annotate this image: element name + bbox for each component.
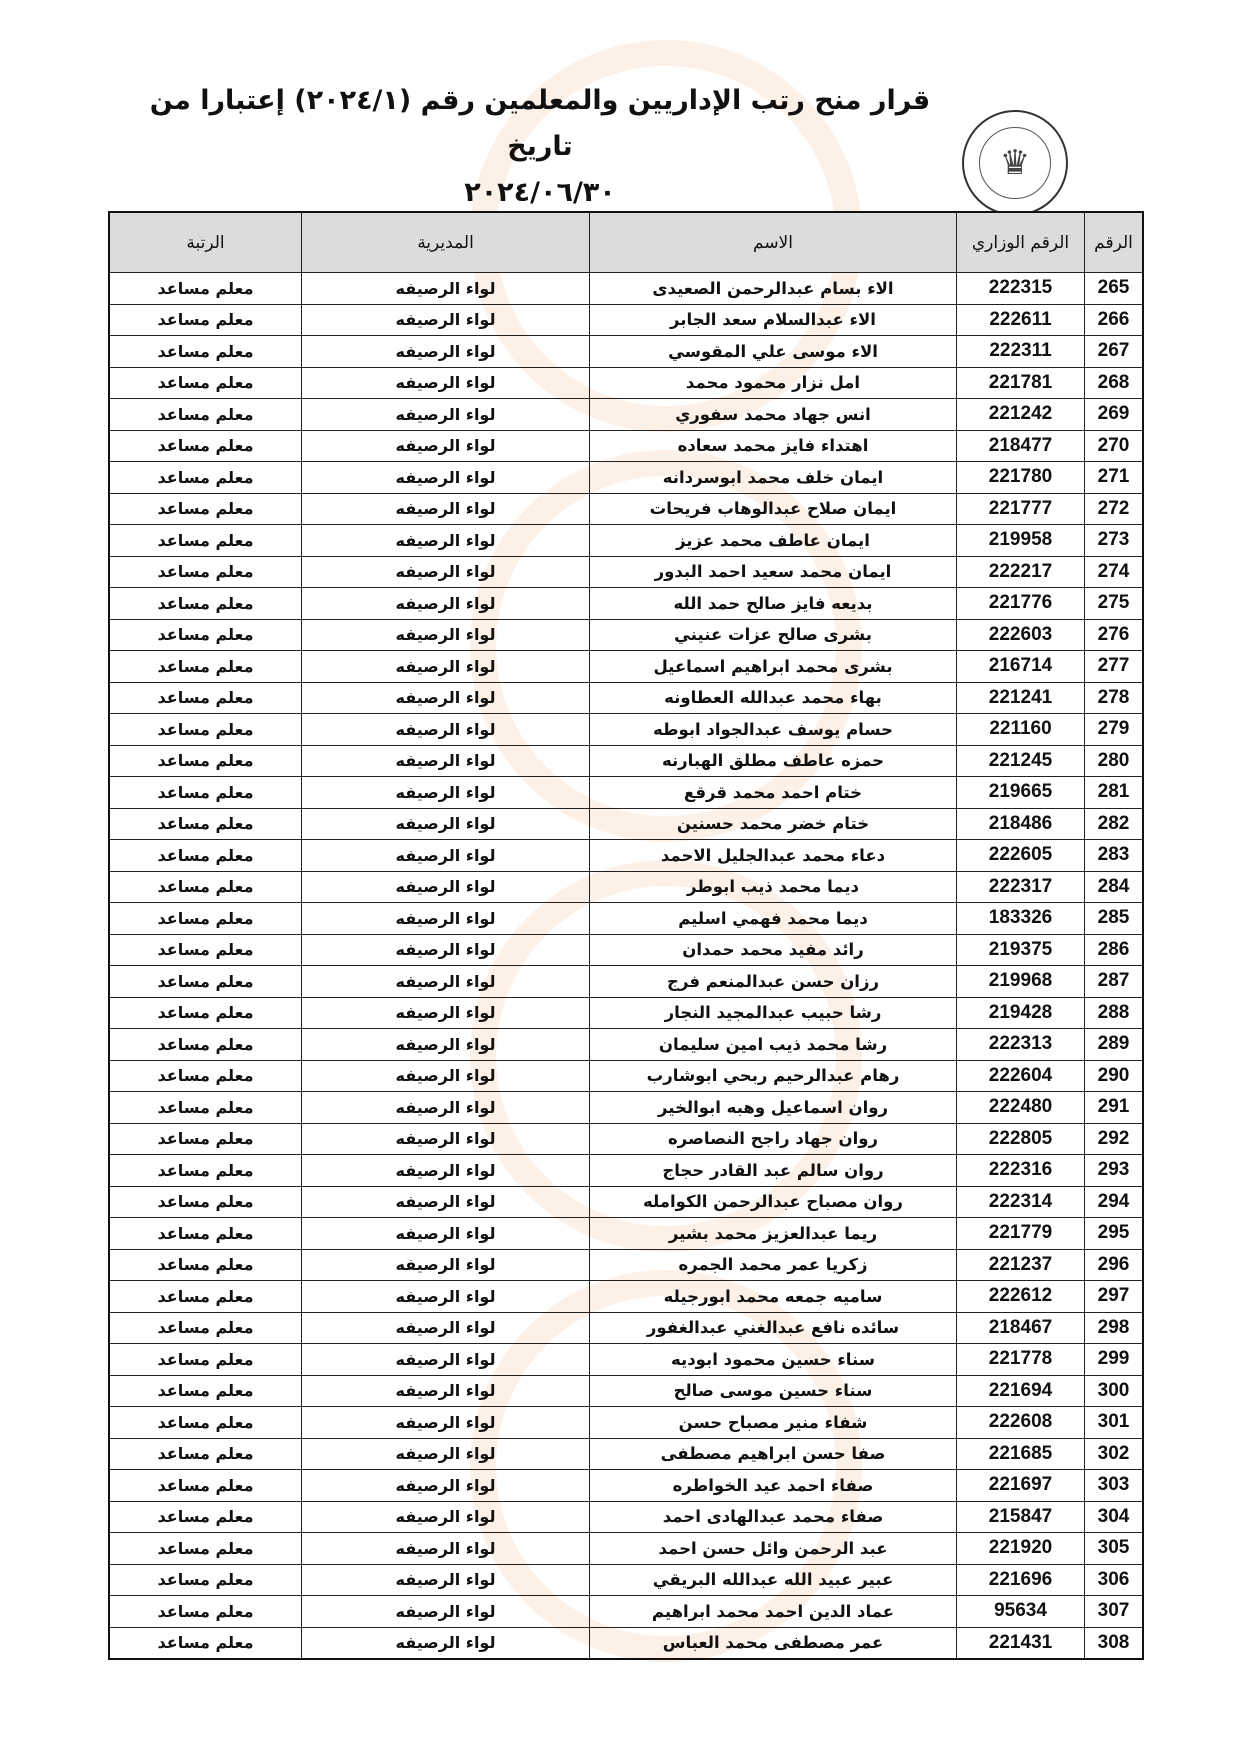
crown-emblem-icon: ♛	[979, 127, 1051, 199]
table-row	[109, 682, 1143, 714]
table-row	[109, 304, 1143, 336]
cell-directorate: لواء الرصيفه	[302, 934, 590, 966]
cell-directorate: لواء الرصيفه	[302, 1281, 590, 1313]
cell-serial: 267	[1085, 336, 1144, 368]
cell-ministry-number: 221778	[957, 1344, 1085, 1376]
col-header-rank: الرتبة	[109, 212, 302, 273]
cell-name: ديما محمد فهمي اسليم	[590, 903, 957, 935]
table-row	[109, 1596, 1143, 1628]
cell-name: انس جهاد محمد سفوري	[590, 399, 957, 431]
cell-serial: 275	[1085, 588, 1144, 620]
cell-directorate: لواء الرصيفه	[302, 777, 590, 809]
cell-directorate: لواء الرصيفه	[302, 1564, 590, 1596]
table-row	[109, 462, 1143, 494]
cell-serial: 283	[1085, 840, 1144, 872]
cell-ministry-number: 221237	[957, 1249, 1085, 1281]
cell-rank: معلم مساعد	[109, 871, 302, 903]
table-row	[109, 1312, 1143, 1344]
cell-name: بشرى محمد ابراهيم اسماعيل	[590, 651, 957, 683]
cell-directorate: لواء الرصيفه	[302, 588, 590, 620]
cell-directorate: لواء الرصيفه	[302, 840, 590, 872]
title-date: ٢٠٢٤/٠٦/٣٠	[464, 177, 616, 208]
table-row	[109, 525, 1143, 557]
table-row	[109, 1501, 1143, 1533]
cell-ministry-number: 222611	[957, 304, 1085, 336]
cell-rank: معلم مساعد	[109, 651, 302, 683]
table-row	[109, 966, 1143, 998]
cell-name: ختام احمد محمد قرقع	[590, 777, 957, 809]
cell-serial: 286	[1085, 934, 1144, 966]
cell-ministry-number: 222311	[957, 336, 1085, 368]
cell-ministry-number: 222317	[957, 871, 1085, 903]
col-header-directorate: المديرية	[302, 212, 590, 273]
cell-name: سناء حسين موسى صالح	[590, 1375, 957, 1407]
cell-rank: معلم مساعد	[109, 493, 302, 525]
cell-ministry-number: 219968	[957, 966, 1085, 998]
table-row	[109, 1249, 1143, 1281]
cell-serial: 276	[1085, 619, 1144, 651]
cell-rank: معلم مساعد	[109, 714, 302, 746]
table-row	[109, 1186, 1143, 1218]
cell-rank: معلم مساعد	[109, 1029, 302, 1061]
cell-serial: 274	[1085, 556, 1144, 588]
cell-rank: معلم مساعد	[109, 462, 302, 494]
cell-name: شفاء منير مصباح حسن	[590, 1407, 957, 1439]
cell-ministry-number: 221242	[957, 399, 1085, 431]
cell-serial: 281	[1085, 777, 1144, 809]
cell-rank: معلم مساعد	[109, 1627, 302, 1659]
cell-serial: 294	[1085, 1186, 1144, 1218]
cell-ministry-number: 221696	[957, 1564, 1085, 1596]
cell-rank: معلم مساعد	[109, 1470, 302, 1502]
cell-ministry-number: 222314	[957, 1186, 1085, 1218]
cell-serial: 304	[1085, 1501, 1144, 1533]
cell-rank: معلم مساعد	[109, 367, 302, 399]
table-row	[109, 588, 1143, 620]
cell-name: دعاء محمد عبدالجليل الاحمد	[590, 840, 957, 872]
cell-rank: معلم مساعد	[109, 840, 302, 872]
cell-directorate: لواء الرصيفه	[302, 1249, 590, 1281]
table-row	[109, 1564, 1143, 1596]
cell-rank: معلم مساعد	[109, 1564, 302, 1596]
cell-directorate: لواء الرصيفه	[302, 399, 590, 431]
cell-serial: 266	[1085, 304, 1144, 336]
cell-directorate: لواء الرصيفه	[302, 1344, 590, 1376]
cell-rank: معلم مساعد	[109, 997, 302, 1029]
cell-serial: 300	[1085, 1375, 1144, 1407]
cell-name: زكريا عمر محمد الجمره	[590, 1249, 957, 1281]
cell-rank: معلم مساعد	[109, 556, 302, 588]
cell-directorate: لواء الرصيفه	[302, 1438, 590, 1470]
cell-name: صفاء محمد عبدالهادى احمد	[590, 1501, 957, 1533]
table-row	[109, 651, 1143, 683]
table-row	[109, 1407, 1143, 1439]
table-row	[109, 903, 1143, 935]
cell-rank: معلم مساعد	[109, 1344, 302, 1376]
cell-directorate: لواء الرصيفه	[302, 1470, 590, 1502]
cell-name: رزان حسن عبدالمنعم فرج	[590, 966, 957, 998]
table-row	[109, 1218, 1143, 1250]
cell-rank: معلم مساعد	[109, 430, 302, 462]
cell-serial: 306	[1085, 1564, 1144, 1596]
cell-ministry-number: 221245	[957, 745, 1085, 777]
table-row	[109, 1092, 1143, 1124]
cell-rank: معلم مساعد	[109, 525, 302, 557]
cell-directorate: لواء الرصيفه	[302, 682, 590, 714]
cell-serial: 307	[1085, 1596, 1144, 1628]
cell-name: روان جهاد راجح النصاصره	[590, 1123, 957, 1155]
cell-directorate: لواء الرصيفه	[302, 1501, 590, 1533]
cell-directorate: لواء الرصيفه	[302, 556, 590, 588]
cell-rank: معلم مساعد	[109, 1501, 302, 1533]
cell-directorate: لواء الرصيفه	[302, 1312, 590, 1344]
cell-rank: معلم مساعد	[109, 1092, 302, 1124]
cell-name: ريما عبدالعزيز محمد بشير	[590, 1218, 957, 1250]
cell-name: سناء حسين محمود ابوديه	[590, 1344, 957, 1376]
table-header-row	[109, 212, 1143, 273]
table-row	[109, 399, 1143, 431]
cell-name: صفا حسن ابراهيم مصطفى	[590, 1438, 957, 1470]
cell-directorate: لواء الرصيفه	[302, 1627, 590, 1659]
cell-serial: 303	[1085, 1470, 1144, 1502]
table-row	[109, 871, 1143, 903]
cell-serial: 291	[1085, 1092, 1144, 1124]
table-row	[109, 840, 1143, 872]
cell-ministry-number: 222608	[957, 1407, 1085, 1439]
cell-ministry-number: 219665	[957, 777, 1085, 809]
table-row	[109, 336, 1143, 368]
cell-ministry-number: 183326	[957, 903, 1085, 935]
cell-rank: معلم مساعد	[109, 304, 302, 336]
table-row	[109, 1627, 1143, 1659]
cell-directorate: لواء الرصيفه	[302, 1596, 590, 1628]
table-row	[109, 1375, 1143, 1407]
cell-name: ايمان خلف محمد ابوسردانه	[590, 462, 957, 494]
table-row	[109, 1533, 1143, 1565]
cell-name: عبد الرحمن وائل حسن احمد	[590, 1533, 957, 1565]
cell-ministry-number: 221685	[957, 1438, 1085, 1470]
table-row	[109, 430, 1143, 462]
cell-rank: معلم مساعد	[109, 1281, 302, 1313]
cell-ministry-number: 221920	[957, 1533, 1085, 1565]
cell-ministry-number: 219375	[957, 934, 1085, 966]
cell-rank: معلم مساعد	[109, 273, 302, 305]
cell-directorate: لواء الرصيفه	[302, 1407, 590, 1439]
cell-name: بديعه فايز صالح حمد الله	[590, 588, 957, 620]
cell-name: عماد الدين احمد محمد ابراهيم	[590, 1596, 957, 1628]
cell-name: ديما محمد ذيب ابوطر	[590, 871, 957, 903]
cell-ministry-number: 218467	[957, 1312, 1085, 1344]
cell-ministry-number: 222805	[957, 1123, 1085, 1155]
cell-ministry-number: 221694	[957, 1375, 1085, 1407]
cell-name: ايمان عاطف محمد عزيز	[590, 525, 957, 557]
cell-name: ختام خضر محمد حسنين	[590, 808, 957, 840]
cell-serial: 284	[1085, 871, 1144, 903]
cell-name: الاء موسى علي المقوسي	[590, 336, 957, 368]
cell-serial: 280	[1085, 745, 1144, 777]
cell-directorate: لواء الرصيفه	[302, 714, 590, 746]
table-row	[109, 1155, 1143, 1187]
cell-ministry-number: 95634	[957, 1596, 1085, 1628]
cell-name: امل نزار محمود محمد	[590, 367, 957, 399]
cell-serial: 297	[1085, 1281, 1144, 1313]
cell-serial: 288	[1085, 997, 1144, 1029]
cell-name: روان مصباح عبدالرحمن الكوامله	[590, 1186, 957, 1218]
cell-name: روان سالم عبد القادر حجاج	[590, 1155, 957, 1187]
cell-name: ايمان صلاح عبدالوهاب فريحات	[590, 493, 957, 525]
cell-rank: معلم مساعد	[109, 966, 302, 998]
cell-serial: 271	[1085, 462, 1144, 494]
cell-serial: 272	[1085, 493, 1144, 525]
cell-rank: معلم مساعد	[109, 1060, 302, 1092]
cell-serial: 298	[1085, 1312, 1144, 1344]
cell-directorate: لواء الرصيفه	[302, 367, 590, 399]
cell-serial: 305	[1085, 1533, 1144, 1565]
cell-serial: 268	[1085, 367, 1144, 399]
table-row	[109, 1438, 1143, 1470]
cell-serial: 296	[1085, 1249, 1144, 1281]
cell-name: سائده نافع عبدالغني عبدالغفور	[590, 1312, 957, 1344]
cell-serial: 302	[1085, 1438, 1144, 1470]
cell-directorate: لواء الرصيفه	[302, 1218, 590, 1250]
cell-directorate: لواء الرصيفه	[302, 808, 590, 840]
cell-serial: 273	[1085, 525, 1144, 557]
cell-serial: 279	[1085, 714, 1144, 746]
cell-serial: 285	[1085, 903, 1144, 935]
cell-rank: معلم مساعد	[109, 336, 302, 368]
cell-ministry-number: 215847	[957, 1501, 1085, 1533]
cell-rank: معلم مساعد	[109, 1375, 302, 1407]
cell-rank: معلم مساعد	[109, 1249, 302, 1281]
cell-rank: معلم مساعد	[109, 1218, 302, 1250]
cell-directorate: لواء الرصيفه	[302, 493, 590, 525]
cell-ministry-number: 219958	[957, 525, 1085, 557]
cell-serial: 265	[1085, 273, 1144, 305]
cell-ministry-number: 221781	[957, 367, 1085, 399]
cell-ministry-number: 222605	[957, 840, 1085, 872]
cell-directorate: لواء الرصيفه	[302, 525, 590, 557]
teachers-rank-table	[108, 211, 1144, 1660]
cell-ministry-number: 222313	[957, 1029, 1085, 1061]
cell-name: رائد مفيد محمد حمدان	[590, 934, 957, 966]
cell-directorate: لواء الرصيفه	[302, 1092, 590, 1124]
cell-directorate: لواء الرصيفه	[302, 966, 590, 998]
table-row	[109, 1060, 1143, 1092]
cell-name: اهتداء فايز محمد سعاده	[590, 430, 957, 462]
cell-ministry-number: 222603	[957, 619, 1085, 651]
cell-directorate: لواء الرصيفه	[302, 871, 590, 903]
document-title	[130, 78, 950, 216]
cell-name: الاء عبدالسلام سعد الجابر	[590, 304, 957, 336]
cell-ministry-number: 218486	[957, 808, 1085, 840]
cell-rank: معلم مساعد	[109, 1407, 302, 1439]
cell-name: الاء بسام عبدالرحمن الصعيدى	[590, 273, 957, 305]
cell-rank: معلم مساعد	[109, 1596, 302, 1628]
cell-directorate: لواء الرصيفه	[302, 1533, 590, 1565]
title-line-1: قرار منح رتب الإداريين والمعلمين رقم (٢٠٢٤/١) إعتبارا من تاريخ	[149, 85, 931, 162]
cell-rank: معلم مساعد	[109, 399, 302, 431]
cell-directorate: لواء الرصيفه	[302, 336, 590, 368]
cell-directorate: لواء الرصيفه	[302, 1029, 590, 1061]
cell-rank: معلم مساعد	[109, 777, 302, 809]
table-row	[109, 808, 1143, 840]
cell-directorate: لواء الرصيفه	[302, 651, 590, 683]
cell-directorate: لواء الرصيفه	[302, 1060, 590, 1092]
cell-serial: 295	[1085, 1218, 1144, 1250]
cell-directorate: لواء الرصيفه	[302, 745, 590, 777]
col-header-name: الاسم	[590, 212, 957, 273]
cell-serial: 293	[1085, 1155, 1144, 1187]
cell-rank: معلم مساعد	[109, 588, 302, 620]
table-row	[109, 367, 1143, 399]
cell-name: ايمان محمد سعيد احمد البدور	[590, 556, 957, 588]
cell-name: رشا حبيب عبدالمجيد النجار	[590, 997, 957, 1029]
col-header-serial: الرقم	[1085, 212, 1144, 273]
cell-directorate: لواء الرصيفه	[302, 1375, 590, 1407]
cell-serial: 292	[1085, 1123, 1144, 1155]
cell-rank: معلم مساعد	[109, 934, 302, 966]
cell-ministry-number: 221160	[957, 714, 1085, 746]
cell-directorate: لواء الرصيفه	[302, 273, 590, 305]
cell-rank: معلم مساعد	[109, 745, 302, 777]
cell-rank: معلم مساعد	[109, 1123, 302, 1155]
cell-ministry-number: 222604	[957, 1060, 1085, 1092]
cell-serial: 277	[1085, 651, 1144, 683]
cell-directorate: لواء الرصيفه	[302, 997, 590, 1029]
cell-name: رشا محمد ذيب امين سليمان	[590, 1029, 957, 1061]
ministry-seal-logo	[962, 110, 1068, 216]
cell-ministry-number: 221779	[957, 1218, 1085, 1250]
cell-rank: معلم مساعد	[109, 1186, 302, 1218]
cell-ministry-number: 221777	[957, 493, 1085, 525]
table-row	[109, 1029, 1143, 1061]
table-row	[109, 1344, 1143, 1376]
table-row	[109, 273, 1143, 305]
cell-rank: معلم مساعد	[109, 619, 302, 651]
cell-name: بشرى صالح عزات عنيني	[590, 619, 957, 651]
cell-ministry-number: 222315	[957, 273, 1085, 305]
table-row	[109, 619, 1143, 651]
cell-directorate: لواء الرصيفه	[302, 1123, 590, 1155]
cell-directorate: لواء الرصيفه	[302, 430, 590, 462]
cell-ministry-number: 216714	[957, 651, 1085, 683]
cell-directorate: لواء الرصيفه	[302, 462, 590, 494]
cell-serial: 308	[1085, 1627, 1144, 1659]
table-row	[109, 493, 1143, 525]
cell-directorate: لواء الرصيفه	[302, 304, 590, 336]
cell-name: صفاء احمد عيد الخواطره	[590, 1470, 957, 1502]
table-row	[109, 745, 1143, 777]
table-row	[109, 997, 1143, 1029]
cell-serial: 270	[1085, 430, 1144, 462]
cell-serial: 299	[1085, 1344, 1144, 1376]
cell-rank: معلم مساعد	[109, 1438, 302, 1470]
cell-directorate: لواء الرصيفه	[302, 903, 590, 935]
cell-name: ساميه جمعه محمد ابورجيله	[590, 1281, 957, 1313]
cell-ministry-number: 221431	[957, 1627, 1085, 1659]
cell-serial: 290	[1085, 1060, 1144, 1092]
cell-serial: 278	[1085, 682, 1144, 714]
cell-ministry-number: 221780	[957, 462, 1085, 494]
cell-name: حسام يوسف عبدالجواد ابوطه	[590, 714, 957, 746]
cell-serial: 287	[1085, 966, 1144, 998]
cell-name: رهام عبدالرحيم ربحي ابوشارب	[590, 1060, 957, 1092]
cell-directorate: لواء الرصيفه	[302, 1186, 590, 1218]
cell-rank: معلم مساعد	[109, 808, 302, 840]
cell-ministry-number: 222480	[957, 1092, 1085, 1124]
table-row	[109, 714, 1143, 746]
cell-name: حمزه عاطف مطلق الهبارنه	[590, 745, 957, 777]
cell-name: روان اسماعيل وهبه ابوالخير	[590, 1092, 957, 1124]
table-row	[109, 556, 1143, 588]
cell-rank: معلم مساعد	[109, 1533, 302, 1565]
cell-rank: معلم مساعد	[109, 1155, 302, 1187]
table-row	[109, 1123, 1143, 1155]
cell-ministry-number: 219428	[957, 997, 1085, 1029]
table-row	[109, 934, 1143, 966]
cell-ministry-number: 221776	[957, 588, 1085, 620]
cell-ministry-number: 218477	[957, 430, 1085, 462]
cell-ministry-number: 222612	[957, 1281, 1085, 1313]
table-row	[109, 1281, 1143, 1313]
cell-ministry-number: 221697	[957, 1470, 1085, 1502]
cell-directorate: لواء الرصيفه	[302, 619, 590, 651]
cell-name: بهاء محمد عبدالله العطاونه	[590, 682, 957, 714]
cell-rank: معلم مساعد	[109, 682, 302, 714]
cell-serial: 269	[1085, 399, 1144, 431]
cell-ministry-number: 221241	[957, 682, 1085, 714]
cell-name: عبير عبيد الله عبدالله البريقي	[590, 1564, 957, 1596]
cell-serial: 301	[1085, 1407, 1144, 1439]
cell-rank: معلم مساعد	[109, 903, 302, 935]
cell-ministry-number: 222217	[957, 556, 1085, 588]
cell-ministry-number: 222316	[957, 1155, 1085, 1187]
col-header-ministry-number: الرقم الوزاري	[957, 212, 1085, 273]
cell-name: عمر مصطفى محمد العباس	[590, 1627, 957, 1659]
cell-rank: معلم مساعد	[109, 1312, 302, 1344]
cell-directorate: لواء الرصيفه	[302, 1155, 590, 1187]
cell-serial: 289	[1085, 1029, 1144, 1061]
cell-serial: 282	[1085, 808, 1144, 840]
table-row	[109, 1470, 1143, 1502]
table-row	[109, 777, 1143, 809]
